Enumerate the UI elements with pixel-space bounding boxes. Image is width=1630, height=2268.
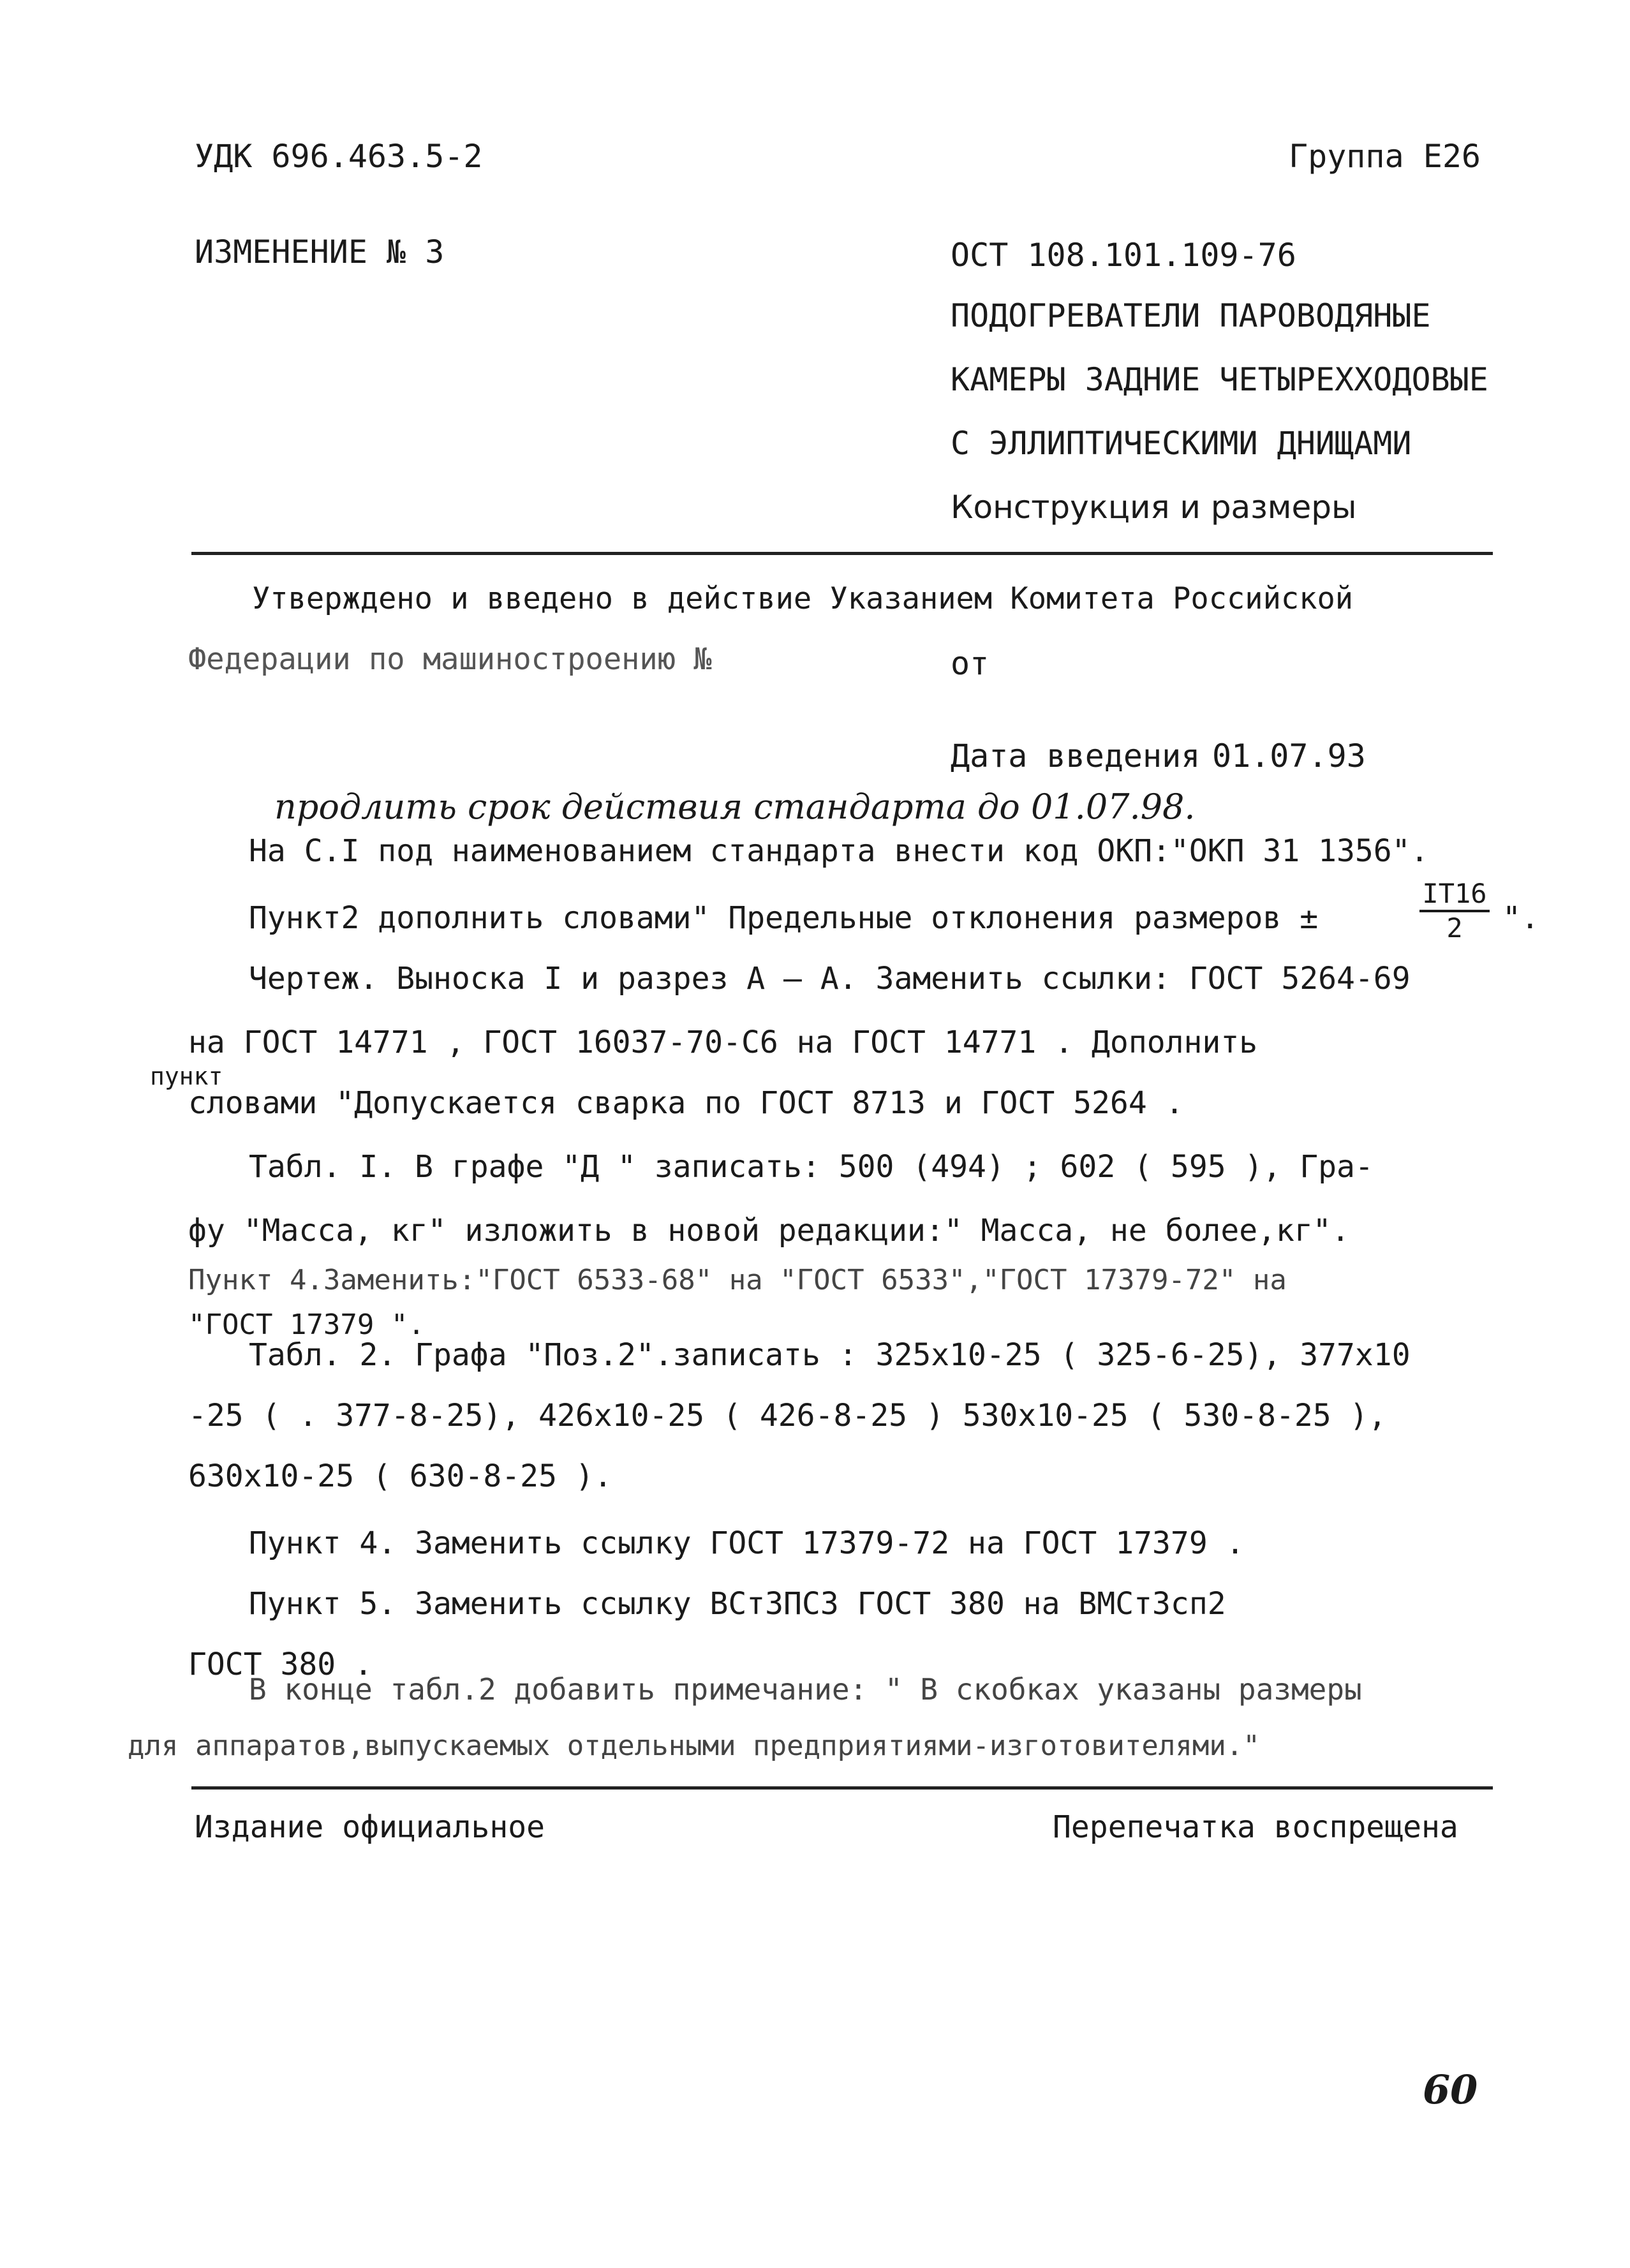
body-line-8: Пункт 4.Заменить:"ГОСТ 6533-68" на "ГОСТ 6533","ГОСТ 17379-72" на xyxy=(188,1264,1287,1296)
body-line-3: Чертеж. Выноска I и разрез А – А. Заменить ссылки: ГОСТ 5264-69 xyxy=(249,961,1411,997)
subtitle: Конструкция и размеры xyxy=(951,489,1357,526)
page-number: 60 xyxy=(1423,2066,1478,2113)
body-line-17: для аппаратов,выпускаемых отдельными предприятиями-изготовителями." xyxy=(128,1730,1260,1762)
title-line-2: КАМЕРЫ ЗАДНИЕ ЧЕТЫРЕХХОДОВЫЕ xyxy=(951,361,1488,398)
fraction-tail: ". xyxy=(1502,900,1539,936)
body-line-5: словами "Допускается сварка по ГОСТ 8713 и ГОСТ 5264 . xyxy=(188,1085,1184,1121)
punkt-insert: пункт xyxy=(150,1062,223,1090)
body-line-9: "ГОСТ 17379 ". xyxy=(188,1308,425,1341)
body-line-2: Пункт2 дополнить словами" Предельные отклонения размеров ± xyxy=(249,900,1319,936)
date-label: Дата введения xyxy=(951,737,1201,775)
header-divider xyxy=(191,552,1493,555)
footer-divider xyxy=(191,1786,1493,1790)
title-line-3: С ЭЛЛИПТИЧЕСКИМИ ДНИЩАМИ xyxy=(951,425,1412,462)
approval-line-2: Федерации по машиностроению № xyxy=(188,642,712,677)
fraction-numerator: IT16 xyxy=(1419,880,1490,912)
body-line-1: На С.I под наименованием стандарта внести код ОКП:"ОКП 31 1356". xyxy=(249,833,1429,869)
body-line-10: Табл. 2. Графа "Поз.2".записать : 325х10-25 ( 325-6-25), 377х10 xyxy=(249,1337,1411,1373)
tolerance-fraction xyxy=(1419,880,1490,942)
body-line-15: ГОСТ 380 . xyxy=(188,1647,373,1682)
body-line-11: -25 ( . 377-8-25), 426х10-25 ( 426-8-25 ) 530х10-25 ( 530-8-25 ), xyxy=(188,1398,1387,1434)
footer-reprint-prohibited: Перепечатка воспрещена xyxy=(1053,1809,1458,1845)
body-line-7: фу "Масса, кг" изложить в новой редакции:" Масса, не более,кг". xyxy=(188,1213,1350,1249)
body-line-6: Табл. I. В графе "Д " записать: 500 (494) ; 602 ( 595 ), Гра- xyxy=(249,1149,1374,1185)
body-line-16: В конце табл.2 добавить примечание: " В скобках указаны размеры xyxy=(249,1672,1362,1707)
udk-code: УДК 696.463.5-2 xyxy=(195,138,483,175)
change-number: ИЗМЕНЕНИЕ № 3 xyxy=(195,233,445,271)
handwritten-extension: продлить срок действия стандарта до 01.07.98. xyxy=(274,787,1196,827)
body-line-14: Пункт 5. Заменить ссылку ВСт3ПС3 ГОСТ 380 на ВМСт3сп2 xyxy=(249,1586,1226,1622)
approval-line-1: Утверждено и введено в действие Указанием Комитета Российской xyxy=(252,581,1354,616)
title-line-1: ПОДОГРЕВАТЕЛИ ПАРОВОДЯНЫЕ xyxy=(951,297,1431,334)
body-line-4: на ГОСТ 14771 , ГОСТ 16037-70-С6 на ГОСТ 14771 . Дополнить xyxy=(188,1025,1258,1060)
body-line-12: 630х10-25 ( 630-8-25 ). xyxy=(188,1458,612,1494)
footer-official-edition: Издание официальное xyxy=(195,1809,545,1845)
fraction-denominator: 2 xyxy=(1446,912,1463,944)
date-value: 01.07.93 xyxy=(1212,737,1366,775)
standard-number: ОСТ 108.101.109-76 xyxy=(951,237,1296,274)
body-line-13: Пункт 4. Заменить ссылку ГОСТ 17379-72 на ГОСТ 17379 . xyxy=(249,1525,1245,1561)
group-code: Группа Е26 xyxy=(1289,138,1481,175)
approval-from: от xyxy=(951,645,989,682)
